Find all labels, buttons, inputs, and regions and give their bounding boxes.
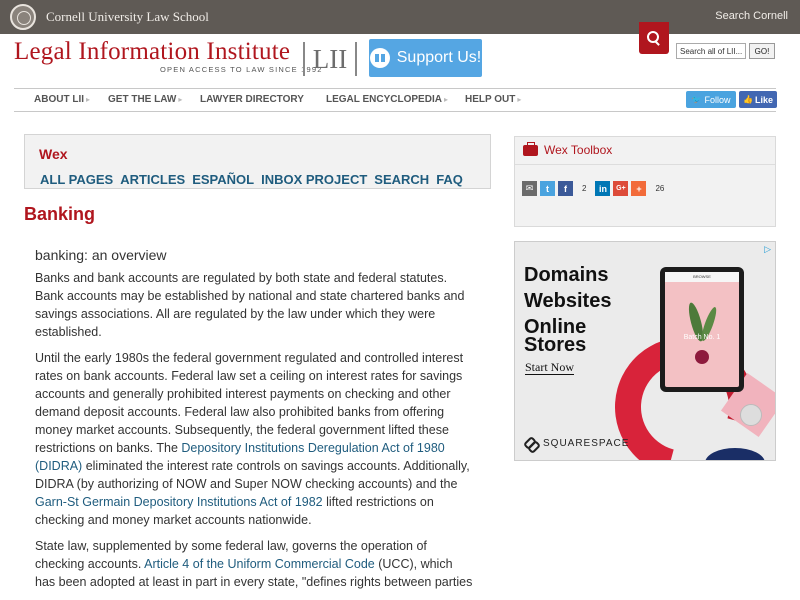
- article-paragraph: Until the early 1980s the federal government regulated and controlled interest rates on bank accounts. Federal law set a ceiling on interest rates for savings accounts and generally prohibited interest payments on checking and other demand deposit accounts. Federal law also prohibited banks from offering money market accounts. Subsequently, the federal government lifted these restrictions on banks. The Depository Institutions Deregulation Act of 1980 (DIDRA) eliminated the interest rate controls on savings accounts. Additionally, DIDRA (by authorizing of NOW and Super NOW checking accounts) and the Garn-St Germain Depository Institutions Act of 1982 lifted restrictions on checking and money market accounts nationwide.: [35, 351, 470, 527]
- ad-headline: Websites: [524, 290, 612, 312]
- nav-lawyer-directory[interactable]: LAWYER DIRECTORY: [200, 94, 304, 105]
- lii-logo[interactable]: LII: [303, 42, 357, 76]
- nav-get-the-law[interactable]: GET THE LAW ▸: [108, 94, 183, 105]
- toolbox-title[interactable]: Wex Toolbox: [544, 143, 613, 157]
- thumbs-up-icon: 👍: [743, 95, 753, 104]
- twitter-bird-icon: 🐦: [691, 95, 702, 104]
- wex-link-search[interactable]: SEARCH: [374, 172, 430, 187]
- go-button[interactable]: GO!: [749, 43, 775, 59]
- wex-link-faq[interactable]: FAQ: [436, 172, 463, 187]
- cornell-bar: [0, 0, 800, 34]
- linkedin-icon[interactable]: in: [595, 181, 610, 196]
- twitter-icon[interactable]: t: [540, 181, 555, 196]
- ad-start-now-link[interactable]: Start Now: [525, 360, 574, 374]
- ad-ball-shape: [740, 404, 762, 426]
- ad-screen-brand: BROWSE: [665, 272, 739, 282]
- toolbox-icon: [523, 145, 538, 156]
- wex-title[interactable]: Wex: [39, 146, 68, 162]
- wex-box: [24, 134, 491, 189]
- gift-icon: [370, 48, 390, 68]
- nav-about-lii[interactable]: ABOUT LII ▸: [34, 94, 91, 105]
- google-plus-icon[interactable]: G+: [613, 181, 628, 196]
- wex-link-inbox-project[interactable]: INBOX PROJECT: [261, 172, 368, 187]
- ad-headline: Online: [524, 316, 587, 338]
- share-plus-icon[interactable]: +: [631, 181, 646, 196]
- divider: [515, 164, 775, 165]
- cornell-name-link[interactable]: Cornell University Law School: [46, 9, 209, 24]
- ad-headline: Stores: [524, 334, 587, 356]
- share-row: [522, 181, 670, 196]
- ad-screen-text: Batch No. 1: [683, 334, 721, 341]
- main-nav: [14, 88, 776, 112]
- caret-right-icon: ▸: [86, 95, 91, 104]
- squarespace-logo-icon: [524, 438, 538, 450]
- article-paragraph: Banks and bank accounts are regulated by both state and federal statutes. Bank accounts may be established by national and state chartered banks and savings associations. All are regulated by the law under which they were established.: [35, 271, 465, 339]
- nav-help-out[interactable]: HELP OUT ▸: [465, 94, 522, 105]
- wex-links: [40, 172, 463, 187]
- caret-right-icon: ▸: [443, 95, 448, 104]
- total-share-count: 26: [655, 184, 665, 193]
- search-icon: [647, 31, 661, 45]
- ad-tablet-image: [660, 267, 744, 392]
- page-title: Banking: [24, 204, 96, 224]
- ad-headline: Domains: [524, 264, 609, 286]
- ad-choices-icon[interactable]: ▷: [764, 244, 771, 254]
- article-paragraph: State law, supplemented by some federal law, governs the operation of checking accounts. Article 4 of the Uniform Commercial Code (UCC), which has been adopted at least in part in every state, "defines rights between parties: [35, 539, 473, 589]
- wex-link-all-pages[interactable]: ALL PAGES: [40, 172, 114, 187]
- article-body: [35, 246, 475, 599]
- search-input[interactable]: [676, 43, 746, 59]
- nav-legal-encyclopedia[interactable]: LEGAL ENCYCLOPEDIA ▸: [326, 94, 448, 105]
- site-title[interactable]: Legal Information Institute: [14, 38, 291, 65]
- advertisement[interactable]: [514, 241, 776, 461]
- ucc-article-4-link[interactable]: Article 4 of the Uniform Commercial Code: [144, 557, 375, 571]
- beet-icon: [695, 350, 709, 364]
- facebook-share-count: 2: [582, 184, 587, 193]
- cornell-seal-icon[interactable]: [10, 4, 36, 30]
- ad-tablet-screen: [665, 272, 739, 387]
- facebook-icon[interactable]: f: [558, 181, 573, 196]
- email-icon[interactable]: ✉: [522, 181, 537, 196]
- search-toggle-button[interactable]: [639, 22, 669, 54]
- ad-brand: SQUARESPACE: [543, 438, 630, 449]
- article-subtitle: banking: an overview: [35, 247, 167, 263]
- support-us-label: Support Us!: [396, 49, 482, 66]
- support-us-button[interactable]: [369, 39, 482, 77]
- garn-st-germain-link[interactable]: Garn-St Germain Depository Institutions Act of 1982: [35, 495, 323, 509]
- search-cornell-link[interactable]: Search Cornell: [715, 10, 788, 22]
- toolbox-header: [523, 143, 612, 157]
- wex-link-espanol[interactable]: ESPAÑOL: [192, 172, 255, 187]
- wex-link-articles[interactable]: ARTICLES: [120, 172, 186, 187]
- twitter-follow-button[interactable]: 🐦 Follow: [686, 91, 736, 108]
- caret-right-icon: ▸: [517, 95, 522, 104]
- didra-link[interactable]: Depository Institutions Deregulation Act of 1980 (DIDRA): [35, 441, 445, 473]
- facebook-like-button[interactable]: 👍 Like: [739, 91, 777, 108]
- site-tagline: OPEN ACCESS TO LAW SINCE 1992: [160, 65, 323, 74]
- wex-toolbox: [514, 136, 776, 227]
- caret-right-icon: ▸: [178, 95, 183, 104]
